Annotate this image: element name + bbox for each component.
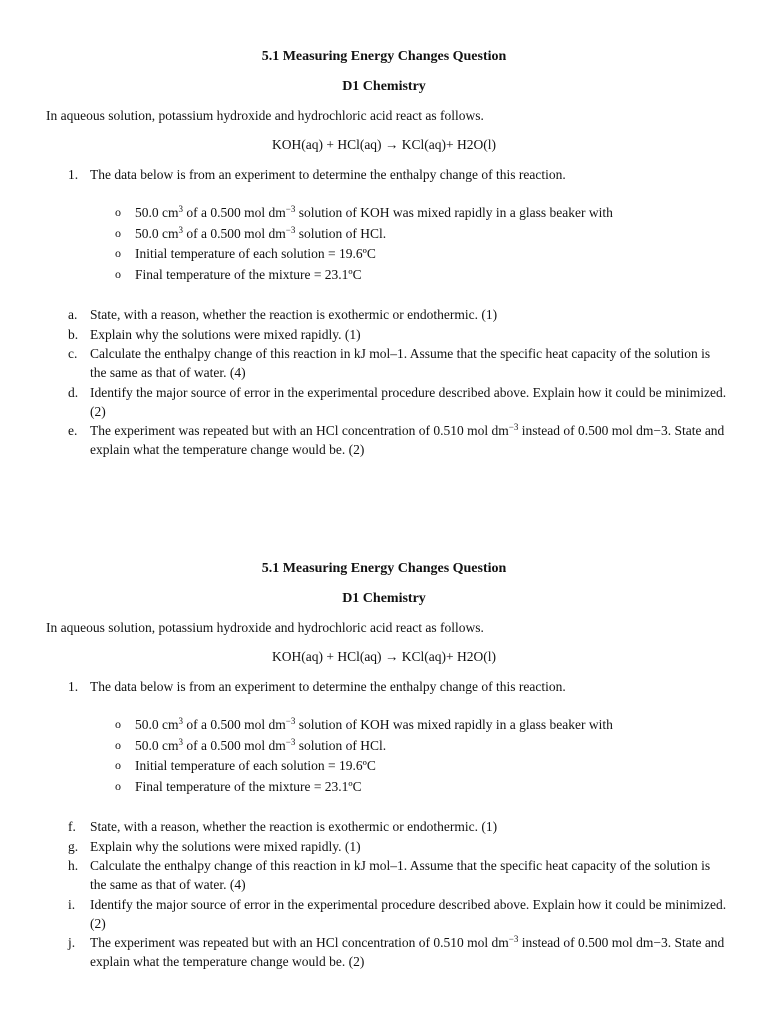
part-letter: g. — [68, 838, 79, 854]
intro-paragraph: In aqueous solution, potassium hydroxide and hydrochloric acid react as follows. — [46, 620, 484, 635]
list-item: o 50.0 $cm^3$ of a 0.500 mol $dm^{-3}$ solution of HCl. — [115, 736, 387, 753]
list-item: o Final temperature of the mixture = 23.1ºC — [115, 267, 362, 283]
part-letter: h. — [68, 858, 79, 873]
document-title: 5.1 Measuring Energy Changes Question — [261, 49, 507, 64]
list-item: o Final temperature of the mixture = 23.1ºC — [115, 779, 362, 795]
part-letter: d. — [68, 384, 79, 400]
list-item: e. The experiment was repeated but with an HCl concentration of 0.510 mol $dm^{-3}$ instead of 0.500 mol dm−3. State and explain what the temperature change would be. (2) — [68, 422, 725, 457]
intro-paragraph: In aqueous solution, potassium hydroxide and hydrochloric acid react as follows. — [46, 108, 484, 123]
list-item: o Initial temperature of each solution = 19.6ºC — [115, 758, 376, 774]
bullet-marker: o — [115, 737, 121, 752]
question-number: 1. — [68, 167, 79, 182]
list-item: f. State, with a reason, whether the reaction is exothermic or endothermic. (1) — [68, 819, 498, 834]
list-item: i. Identify the major source of error in the experimental procedure described above. Explain how it could be minimized. (2) — [68, 896, 727, 931]
bullet-marker: o — [115, 205, 121, 219]
list-item: b. Explain why the solutions were mixed rapidly. (1) — [68, 326, 361, 342]
data-bullet-list — [115, 715, 613, 798]
reaction-equation: KOH(aq) + HCl(aq) → KCl(aq)+ H2O(l) — [271, 649, 497, 664]
document-subtitle: D1 Chemistry — [342, 79, 426, 94]
reaction-equation: KOH(aq) + HCl(aq) → KCl(aq)+ H2O(l) — [271, 137, 497, 152]
list-item: o Initial temperature of each solution = 19.6ºC — [115, 246, 376, 262]
part-letter: f. — [68, 819, 76, 834]
part-letter: b. — [68, 326, 79, 342]
list-item: d. Identify the major source of error in the experimental procedure described above. Explain how it could be minimized. (2) — [68, 384, 727, 419]
part-letter: j. — [68, 935, 76, 950]
question-number: 1. — [68, 679, 79, 694]
list-item: a. State, with a reason, whether the reaction is exothermic or endothermic. (1) — [68, 307, 498, 322]
bullet-marker: o — [115, 225, 121, 240]
part-letter: c. — [68, 346, 78, 361]
list-item: h. Calculate the enthalpy change of this reaction in kJ mol–1. Assume that the specific heat capacity of the solution is the same as that of water. (4) — [68, 858, 711, 892]
question-text: The data below is from an experiment to determine the enthalpy change of this reaction. — [90, 679, 566, 694]
list-item: g. Explain why the solutions were mixed rapidly. (1) — [68, 838, 361, 854]
question-parts-list — [68, 817, 728, 972]
bullet-marker: o — [115, 717, 121, 731]
list-item: j. The experiment was repeated but with an HCl concentration of 0.510 mol $dm^{-3}$ instead of 0.500 mol dm−3. State and explain what the temperature change would be. (2) — [68, 934, 725, 969]
part-letter: i. — [68, 896, 76, 912]
question-text: The data below is from an experiment to determine the enthalpy change of this reaction. — [90, 167, 566, 182]
list-item: o 50.0 $cm^3$ of a 0.500 mol $dm^{-3}$ solution of KOH was mixed rapidly in a glass beaker with — [115, 716, 613, 732]
data-bullet-list — [115, 203, 613, 286]
list-item: c. Calculate the enthalpy change of this reaction in kJ mol–1. Assume that the specific heat capacity of the solution is the same as that of water. (4) — [68, 346, 711, 380]
part-letter: a. — [68, 307, 78, 322]
part-letter: e. — [68, 423, 78, 438]
question-parts-list — [68, 305, 728, 460]
document-subtitle: D1 Chemistry — [342, 591, 426, 606]
document-title: 5.1 Measuring Energy Changes Question — [261, 561, 507, 576]
bullet-marker: o — [115, 267, 121, 282]
list-item: o 50.0 $cm^3$ of a 0.500 mol $dm^{-3}$ solution of HCl. — [115, 224, 387, 241]
bullet-marker: o — [115, 779, 121, 794]
list-item: o 50.0 $cm^3$ of a 0.500 mol $dm^{-3}$ solution of KOH was mixed rapidly in a glass beaker with — [115, 204, 613, 220]
bullet-marker: o — [115, 758, 121, 773]
bullet-marker: o — [115, 246, 121, 261]
